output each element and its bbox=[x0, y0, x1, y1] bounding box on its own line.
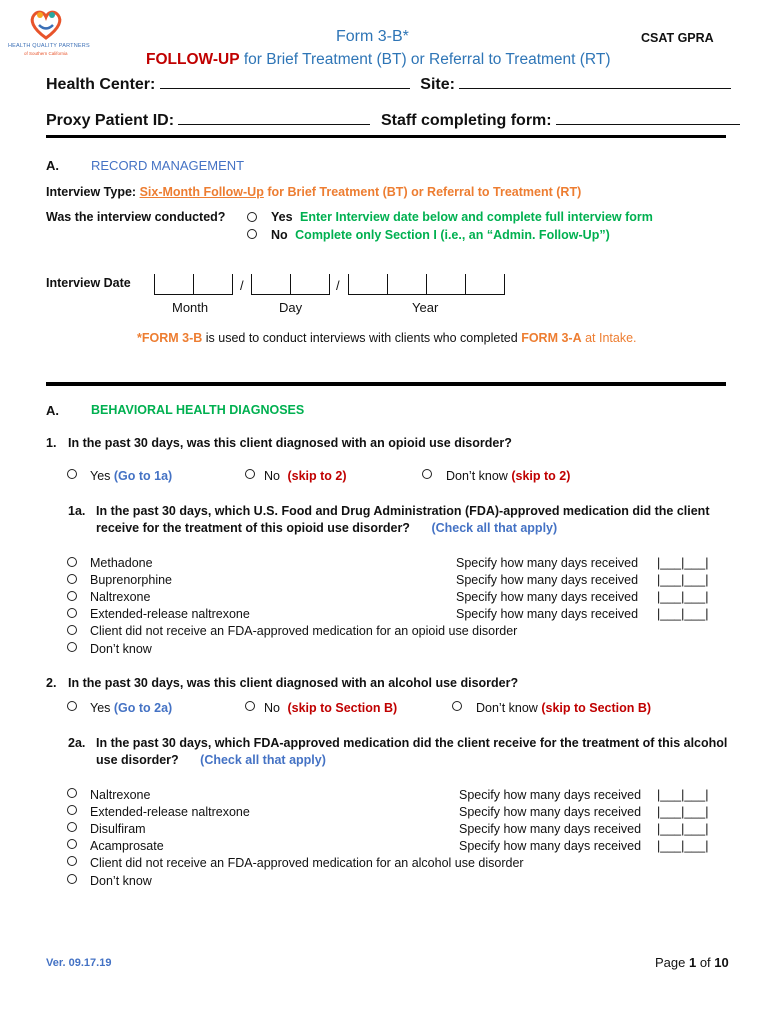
logo-heart-icon bbox=[28, 8, 64, 40]
q2a-item-3: Disulfiram bbox=[90, 822, 146, 836]
q1a-item-3: Naltrexone bbox=[90, 590, 151, 604]
q2-no-note: (skip to Section B) bbox=[287, 701, 398, 715]
q2-dk-radio[interactable] bbox=[452, 701, 462, 711]
q1a-number: 1a. bbox=[68, 504, 86, 518]
q2-dk-label: Don’t know bbox=[476, 701, 538, 715]
proxy-label: Proxy Patient ID: bbox=[46, 112, 175, 129]
q1-number: 1. bbox=[46, 436, 57, 450]
q1-no-option bbox=[264, 469, 347, 483]
q2-no-radio[interactable] bbox=[245, 701, 255, 711]
section-a2-letter: A. bbox=[46, 403, 59, 418]
q1-yes-label: Yes bbox=[90, 469, 111, 483]
proxy-field[interactable] bbox=[178, 110, 370, 125]
q1-no-note: (skip to 2) bbox=[287, 469, 347, 483]
page-of: of bbox=[696, 955, 715, 970]
interview-type-label: Interview Type: bbox=[46, 185, 137, 199]
q2-yes-option bbox=[90, 701, 172, 715]
yes-radio[interactable] bbox=[247, 212, 257, 222]
q2-no-option bbox=[264, 701, 397, 715]
q2a-radio-dk[interactable] bbox=[67, 874, 77, 884]
q2a-none: Client did not receive an FDA-approved medication for an alcohol use disorder bbox=[90, 856, 524, 870]
q2-no-label: No bbox=[264, 701, 280, 715]
staff-field[interactable] bbox=[556, 110, 740, 125]
q1a-specify-4: Specify how many days received bbox=[456, 607, 639, 621]
q2-number: 2. bbox=[46, 676, 57, 690]
q2a-days-3[interactable]: |___|___| bbox=[657, 822, 709, 836]
q1-dk-option bbox=[446, 469, 570, 483]
q1a-dk: Don’t know bbox=[90, 642, 152, 656]
footnote-end: at Intake. bbox=[581, 331, 637, 345]
year-box-1[interactable] bbox=[348, 274, 387, 295]
q1-yes-option bbox=[90, 469, 172, 483]
q2a-line2-text: use disorder? bbox=[96, 753, 179, 767]
page-prefix: Page bbox=[655, 955, 689, 970]
no-option bbox=[271, 228, 610, 242]
q2a-days-4[interactable]: |___|___| bbox=[657, 839, 709, 853]
q2a-radio-2[interactable] bbox=[67, 805, 77, 815]
header-rule bbox=[46, 135, 726, 138]
q1-yes-radio[interactable] bbox=[67, 469, 77, 479]
q2-text: In the past 30 days, was this client diagnosed with an alcohol use disorder? bbox=[68, 676, 519, 690]
page-number bbox=[655, 955, 729, 970]
logo-subtext: of Southern California bbox=[24, 51, 68, 56]
q2a-item-2: Extended-release naltrexone bbox=[90, 805, 250, 819]
q2a-radio-3[interactable] bbox=[67, 822, 77, 832]
year-box-4[interactable] bbox=[465, 274, 505, 295]
yes-label: Yes bbox=[271, 210, 293, 224]
section-a1-title: RECORD MANAGEMENT bbox=[91, 158, 245, 173]
q2a-radio-none[interactable] bbox=[67, 856, 77, 866]
q1a-days-2[interactable]: |___|___| bbox=[657, 573, 709, 587]
q1-yes-note: (Go to 1a) bbox=[113, 469, 173, 483]
staff-label: Staff completing form: bbox=[380, 112, 552, 129]
q1a-radio-2[interactable] bbox=[67, 574, 77, 584]
version-label: Ver. 09.17.19 bbox=[46, 957, 112, 969]
q1a-radio-1[interactable] bbox=[67, 557, 77, 567]
proxy-row bbox=[46, 110, 740, 130]
year-label: Year bbox=[412, 300, 439, 315]
year-box-3[interactable] bbox=[426, 274, 465, 295]
q2a-item-4: Acamprosate bbox=[90, 839, 164, 853]
q1a-item-1: Methadone bbox=[90, 556, 153, 570]
q1a-specify-3: Specify how many days received bbox=[456, 590, 639, 604]
q1a-line1: In the past 30 days, which U.S. Food and Drug Administration (FDA)-approved medication did the client bbox=[96, 504, 710, 518]
q2a-days-1[interactable]: |___|___| bbox=[657, 788, 709, 802]
no-label: No bbox=[271, 228, 288, 242]
q1a-item-4: Extended-release naltrexone bbox=[90, 607, 250, 621]
q2a-specify-4: Specify how many days received bbox=[459, 839, 642, 853]
q2a-radio-1[interactable] bbox=[67, 788, 77, 798]
page-total: 10 bbox=[714, 955, 729, 970]
form-subtitle bbox=[146, 51, 610, 69]
logo bbox=[8, 8, 90, 58]
q1a-specify-2: Specify how many days received bbox=[456, 573, 639, 587]
q2a-radio-4[interactable] bbox=[67, 839, 77, 849]
q2-yes-radio[interactable] bbox=[67, 701, 77, 711]
q2a-days-2[interactable]: |___|___| bbox=[657, 805, 709, 819]
q1a-radio-4[interactable] bbox=[67, 608, 77, 618]
no-note: Complete only Section I (i.e., an “Admin. Follow-Up”) bbox=[295, 228, 610, 242]
q1a-none: Client did not receive an FDA-approved medication for an opioid use disorder bbox=[90, 624, 518, 638]
q2a-check: (Check all that apply) bbox=[200, 753, 326, 767]
interview-type-row bbox=[46, 185, 581, 199]
month-box-1[interactable] bbox=[154, 274, 193, 295]
year-box-2[interactable] bbox=[387, 274, 426, 295]
q2-yes-label: Yes bbox=[90, 701, 111, 715]
section-rule bbox=[46, 382, 726, 386]
subtitle-followup: FOLLOW-UP bbox=[146, 51, 240, 68]
day-label: Day bbox=[279, 300, 303, 315]
footnote-mid: is used to conduct interviews with clients who completed bbox=[202, 331, 522, 345]
q1-dk-note: (skip to 2) bbox=[511, 469, 571, 483]
q1a-days-4[interactable]: |___|___| bbox=[657, 607, 709, 621]
q1-dk-radio[interactable] bbox=[422, 469, 432, 479]
yes-option bbox=[271, 210, 653, 224]
q2a-line2 bbox=[96, 753, 326, 767]
form-footnote bbox=[137, 331, 637, 345]
q1a-item-2: Buprenorphine bbox=[90, 573, 173, 587]
section-a1-letter: A. bbox=[46, 158, 59, 173]
q1-no-label: No bbox=[264, 469, 280, 483]
q1a-radio-dk[interactable] bbox=[67, 642, 77, 652]
form-title: Form 3-B* bbox=[336, 28, 409, 45]
site-field[interactable] bbox=[459, 74, 731, 89]
yes-note: Enter Interview date below and complete full interview form bbox=[300, 210, 653, 224]
day-box-1[interactable] bbox=[251, 274, 290, 295]
interview-date-label: Interview Date bbox=[46, 276, 131, 290]
health-center-field[interactable] bbox=[160, 74, 410, 89]
conducted-question: Was the interview conducted? bbox=[46, 210, 226, 224]
q2a-number: 2a. bbox=[68, 736, 86, 750]
q1a-line2-text: receive for the treatment of this opioid use disorder? bbox=[96, 521, 410, 535]
q2a-dk: Don’t know bbox=[90, 874, 152, 888]
q1-no-radio[interactable] bbox=[245, 469, 255, 479]
q2a-specify-1: Specify how many days received bbox=[459, 788, 642, 802]
q1a-radio-3[interactable] bbox=[67, 591, 77, 601]
month-box-2[interactable] bbox=[193, 274, 233, 295]
day-box-2[interactable] bbox=[290, 274, 330, 295]
health-center-row bbox=[46, 74, 731, 94]
q2a-specify-3: Specify how many days received bbox=[459, 822, 642, 836]
subtitle-rest: for Brief Treatment (BT) or Referral to Treatment (RT) bbox=[239, 51, 611, 68]
section-a2-title: BEHAVIORAL HEALTH DIAGNOSES bbox=[91, 403, 305, 417]
health-center-label: Health Center: bbox=[46, 76, 156, 93]
q1-dk-label: Don’t know bbox=[446, 469, 508, 483]
footnote-star: *FORM 3-B bbox=[137, 331, 203, 345]
q2a-item-1: Naltrexone bbox=[90, 788, 151, 802]
q1a-line2 bbox=[96, 521, 557, 535]
q2a-specify-2: Specify how many days received bbox=[459, 805, 642, 819]
q1-text: In the past 30 days, was this client diagnosed with an opioid use disorder? bbox=[68, 436, 512, 450]
q2a-line1: In the past 30 days, which FDA-approved medication did the client receive for the treatment of this alcohol bbox=[96, 736, 728, 750]
date-slash-2: / bbox=[336, 278, 340, 293]
no-radio[interactable] bbox=[247, 229, 257, 239]
q2-dk-note: (skip to Section B) bbox=[541, 701, 652, 715]
q1a-days-1[interactable]: |___|___| bbox=[657, 556, 709, 570]
date-slash-1: / bbox=[240, 278, 244, 293]
footnote-form: FORM 3-A bbox=[521, 331, 582, 345]
page-current: 1 bbox=[688, 955, 697, 970]
q2-yes-note: (Go to 2a) bbox=[113, 701, 173, 715]
interview-type-rest: for Brief Treatment (BT) or Referral to Treatment (RT) bbox=[263, 185, 582, 199]
q1a-check: (Check all that apply) bbox=[431, 521, 558, 535]
interview-type-underlined: Six-Month Follow-Up bbox=[139, 185, 264, 199]
logo-text: HEALTH QUALITY PARTNERS bbox=[8, 43, 90, 49]
q1a-specify-1: Specify how many days received bbox=[456, 556, 639, 570]
q1a-days-3[interactable]: |___|___| bbox=[657, 590, 709, 604]
month-label: Month bbox=[172, 300, 209, 315]
q1a-radio-none[interactable] bbox=[67, 625, 77, 635]
gpra-label: CSAT GPRA bbox=[641, 31, 714, 45]
site-label: Site: bbox=[420, 76, 455, 93]
q2-dk-option bbox=[476, 701, 651, 715]
